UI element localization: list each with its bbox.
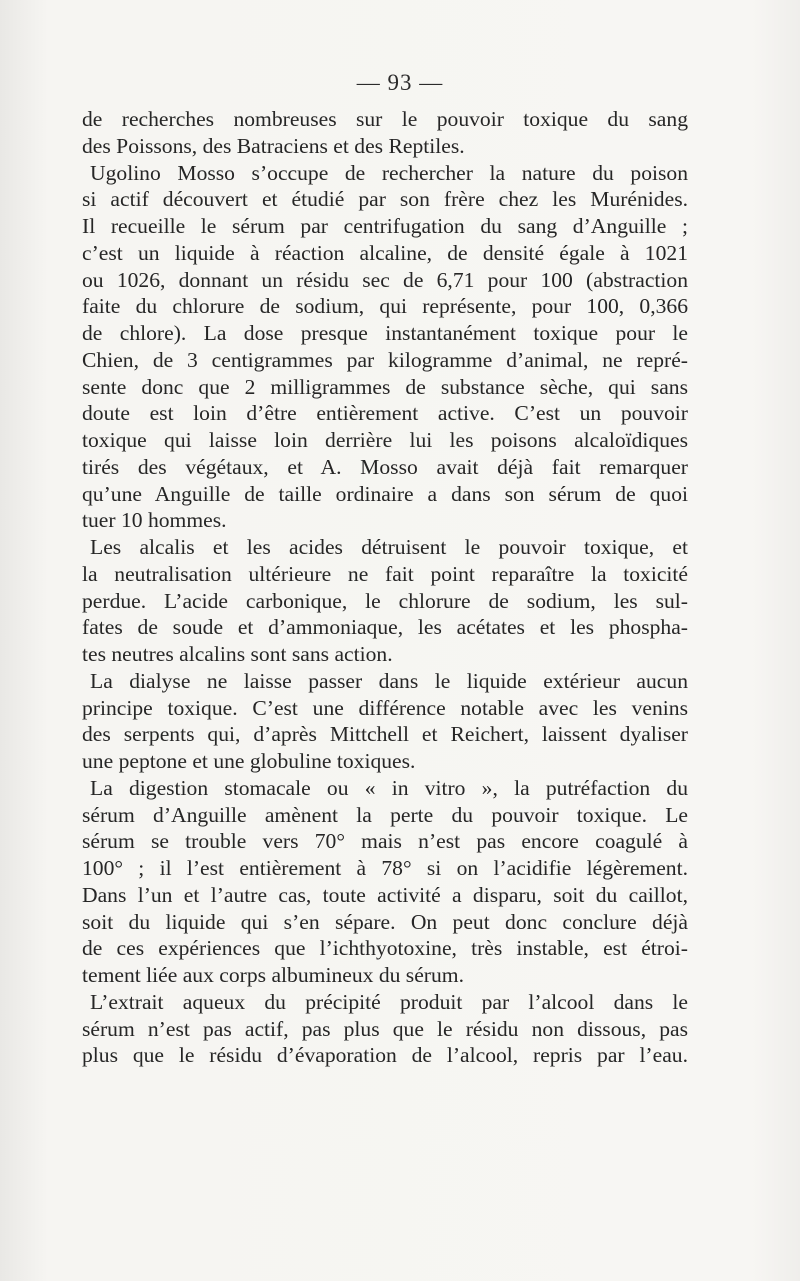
text-line: tirés des végétaux, et A. Mosso avait déjà fait remarquer — [82, 454, 688, 479]
text-line: faite du chlorure de sodium, qui représente, pour 100, 0,366 — [82, 294, 688, 319]
text-line: 100° ; il l’est entièrement à 78° si on l’acidifie légèrement. — [82, 856, 688, 880]
text-line: sérum d’Anguille amènent la perte du pouvoir toxique. Le — [82, 802, 688, 827]
text-line: doute est loin d’être entièrement active. C’est un pouvoir — [82, 401, 688, 426]
text-line: sente donc que 2 milligrammes de substance sèche, qui sans — [82, 374, 688, 399]
text-line: la neutralisation ultérieure ne fait point reparaître la toxicité — [82, 561, 688, 586]
text-line: principe toxique. C’est une différence notable avec les venins — [82, 695, 688, 720]
text-line: de ces expériences que l’ichthyotoxine, très instable, est étroi- — [82, 936, 688, 961]
text-line: Chien, de 3 centigrammes par kilogramme d’animal, ne repré- — [82, 347, 688, 372]
body-text — [82, 106, 688, 1069]
text-line: Dans l’un et l’autre cas, toute activité a disparu, soit du caillot, — [82, 882, 688, 907]
text-line: tuer 10 hommes. — [82, 508, 227, 533]
text-line: tes neutres alcalins sont sans action. — [82, 642, 393, 666]
text-line: une peptone et une globuline toxiques. — [82, 749, 416, 773]
page-number: — 93 — — [356, 70, 444, 95]
text-line: La dialyse ne laisse passer dans le liquide extérieur aucun — [90, 668, 688, 693]
text-line: sérum n’est pas actif, pas plus que le résidu non dissous, pas — [82, 1016, 688, 1041]
text-line: si actif découvert et étudié par son frère chez les Murénides. — [82, 187, 688, 212]
text-line: tement liée aux corps albumineux du sérum. — [82, 963, 464, 987]
text-line: fates de soude et d’ammoniaque, les acétates et les phospha- — [82, 615, 688, 640]
text-line: Les alcalis et les acides détruisent le pouvoir toxique, et — [90, 535, 688, 559]
text-line: des serpents qui, d’après Mittchell et Reichert, laissent dyaliser — [82, 722, 688, 747]
text-line: Ugolino Mosso s’occupe de rechercher la nature du poison — [90, 160, 688, 185]
text-line: de recherches nombreuses sur le pouvoir toxique du sang — [82, 107, 688, 131]
text-line: soit du liquide qui s’en sépare. On peut donc conclure déjà — [82, 909, 688, 934]
text-line: perdue. L’acide carbonique, le chlorure de sodium, les sul- — [82, 588, 688, 613]
text-line: des Poissons, des Batraciens et des Reptiles. — [82, 133, 465, 158]
text-line: plus que le résidu d’évaporation de l’alcool, repris par l’eau. — [82, 1043, 688, 1068]
text-line: L’extrait aqueux du précipité produit par l’alcool dans le — [90, 989, 688, 1014]
text-line: c’est un liquide à réaction alcaline, de densité égale à 1021 — [82, 240, 688, 265]
text-line: qu’une Anguille de taille ordinaire a dans son sérum de quoi — [82, 481, 688, 506]
text-line: Il recueille le sérum par centrifugation du sang d’Anguille ; — [82, 214, 688, 238]
text-line: toxique qui laisse loin derrière lui les poisons alcaloïdiques — [82, 428, 688, 452]
text-line: ou 1026, donnant un résidu sec de 6,71 pour 100 (abstraction — [82, 267, 688, 292]
text-line: de chlore). La dose presque instantanément toxique pour le — [82, 321, 688, 345]
text-line: sérum se trouble vers 70° mais n’est pas encore coagulé à — [82, 829, 688, 854]
text-line: La digestion stomacale ou « in vitro », la putréfaction du — [90, 775, 688, 800]
